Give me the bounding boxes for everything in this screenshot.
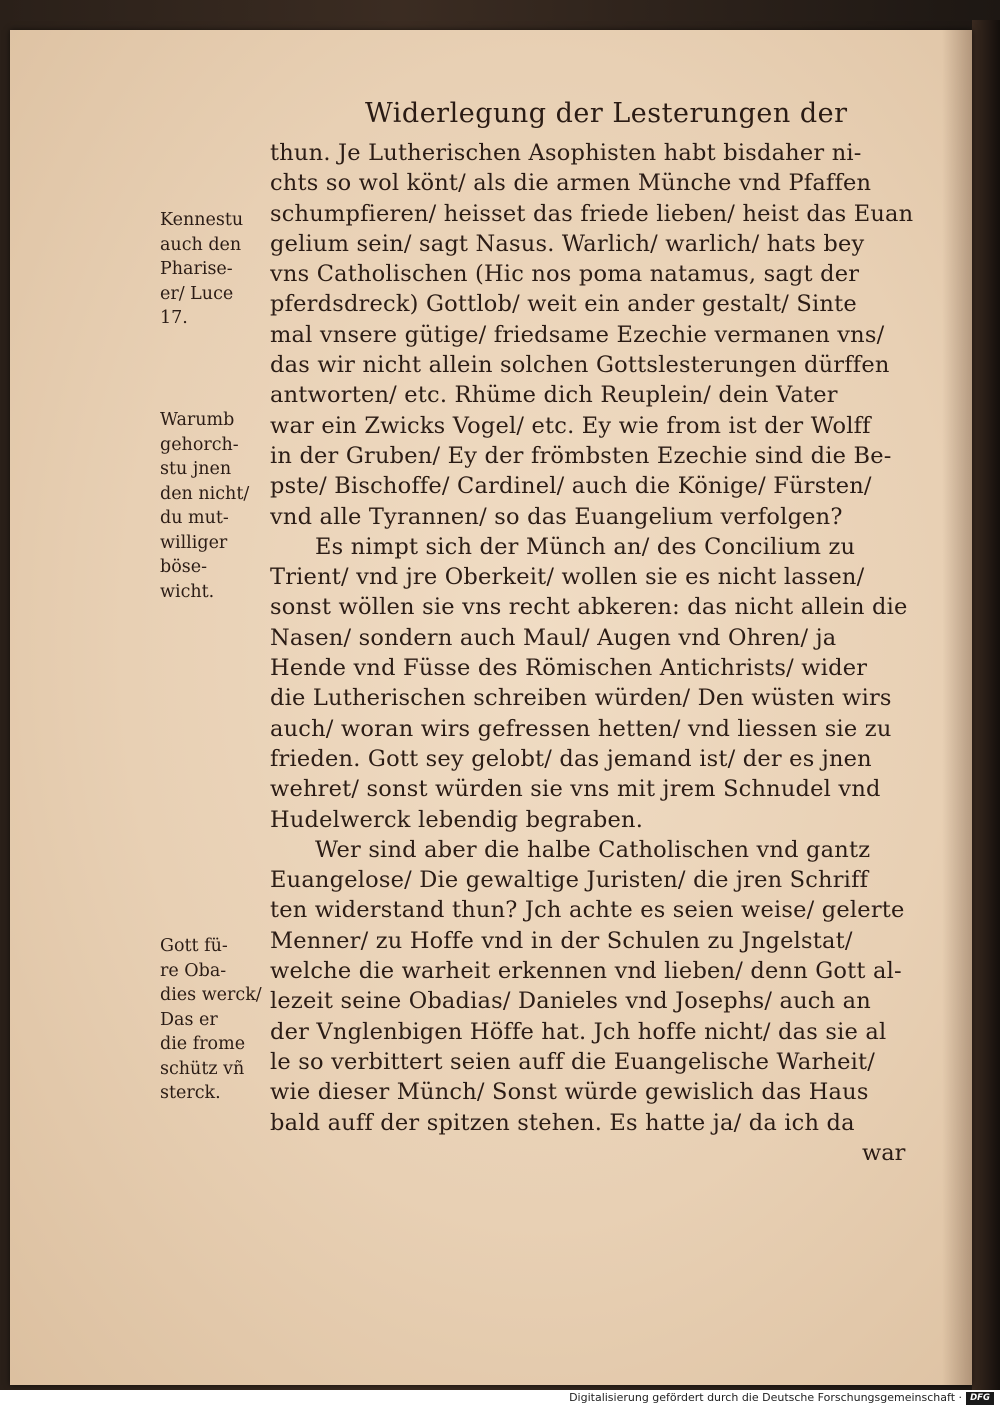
margin-note-line: Warumb [160,410,235,430]
margin-note-line: auch den [160,234,242,255]
text-line: gelium sein/ sagt Nasus. Warlich/ warlich/ hats bey [270,230,865,257]
text-line: der Vnglenbigen Höffe hat. Jch hoffe nicht/ das sie al [270,1018,887,1045]
text-line: mal vnsere gütige/ friedsame Ezechie vermanen vns/ [270,321,885,348]
margin-note-3 [160,934,270,1106]
margin-note-line: Das er [160,1009,218,1030]
margin-note-line: williger [160,532,228,553]
text-line: war ein Zwicks Vogel/ etc. Ey wie from ist der Wolff [270,412,871,439]
text-line: lezeit seine Obadias/ Danieles vnd Josephs/ auch an [270,988,871,1015]
margin-note-line: re Oba- [160,960,227,981]
text-line: auch/ woran wirs gefressen hetten/ vnd liessen sie zu [270,715,892,742]
text-line: Euangelose/ Die gewaltige Juristen/ die jren Schriff [270,867,869,894]
text-line: Nasen/ sondern auch Maul/ Augen vnd Ohren/ ja [270,624,837,651]
margin-note-1 [160,208,270,331]
text-line: le so verbittert seien auff die Euangelische Warheit/ [270,1048,876,1075]
text-line: Hende vnd Füsse des Römischen Antichrists/ wider [270,655,868,682]
dfg-logo: DFG [966,1392,994,1405]
margin-note-line: er/ Luce [160,283,234,304]
text-line: die Lutherischen schreiben würden/ Den wüsten wirs [270,685,892,712]
text-line: Trient/ vnd jre Oberkeit/ wollen sie es nicht lassen/ [270,564,865,591]
text-line: Wer sind aber die halbe Catholischen vnd gantz [315,836,871,863]
margin-note-line: du mut- [160,508,229,528]
margin-note-line: dies werck/ [160,985,262,1005]
text-line: wehret/ sonst würden sie vns mit jrem Schnudel vnd [270,776,881,803]
text-line: Es nimpt sich der Münch an/ des Concilium zu [315,533,856,560]
book-spine [972,20,1000,1390]
text-line: pste/ Bischoffe/ Cardinel/ auch die Könige/ Fürsten/ [270,473,872,500]
margin-note-line: wicht. [160,581,215,602]
text-line: vns Catholischen (Hic nos poma natamus, sagt der [270,261,860,288]
main-text-block [270,138,935,1138]
margin-note-line: Gott fü- [160,936,228,956]
text-line: antworten/ etc. Rhüme dich Reuplein/ dein Vater [270,382,838,409]
text-line: sonst wöllen sie vns recht abkeren: das nicht allein die [270,594,908,621]
margin-note-line: sterck. [160,1083,221,1103]
text-line: Menner/ zu Hoffe vnd in der Schulen zu Jngelstat/ [270,927,853,954]
footer-credit: Digitalisierung gefördert durch die Deutsche Forschungsgemeinschaft · [569,1391,962,1404]
text-line: schumpfieren/ heisset das friede lieben/ heist das Euan [270,200,914,227]
text-line: ten widerstand thun? Jch achte es seien weise/ gelerte [270,897,905,924]
margin-note-line: stu jnen [160,459,232,479]
text-line: welche die warheit erkennen vnd lieben/ denn Gott al- [270,958,902,985]
text-line: in der Gruben/ Ey der frömbsten Ezechie sind die Be- [270,442,892,469]
margin-note-line: Pharise- [160,259,233,279]
catchword: war [862,1140,906,1166]
text-line: frieden. Gott sey gelobt/ das jemand ist/ der es jnen [270,745,872,772]
margin-note-2 [160,408,270,604]
margin-note-line: 17. [160,308,188,328]
margin-note-line: die frome [160,1034,246,1054]
margin-note-line: böse- [160,557,207,577]
margin-note-line: gehorch- [160,434,239,455]
text-line: Hudelwerck lebendig begraben. [270,806,644,833]
margin-note-line: den nicht/ [160,483,250,504]
text-line: chts so wol könt/ als die armen Münche vnd Pfaffen [270,170,872,197]
digitization-footer [0,1390,1000,1408]
text-line: bald auff der spitzen stehen. Es hatte ja/ da ich da [270,1109,855,1136]
text-line: vnd alle Tyrannen/ so das Euangelium verfolgen? [270,503,843,530]
text-line: thun. Je Lutherischen Asophisten habt bisdaher ni- [270,140,862,166]
text-line: wie dieser Münch/ Sonst würde gewislich das Haus [270,1079,869,1106]
text-line: pferdsdreck) Gottlob/ weit ein ander gestalt/ Sinte [270,291,857,318]
margin-note-line: schütz vñ [160,1058,245,1079]
running-header: Widerlegung der Lesterungen der [365,98,848,129]
margin-note-line: Kennestu [160,210,244,230]
text-line: das wir nicht allein solchen Gottslesterungen dürffen [270,352,890,379]
